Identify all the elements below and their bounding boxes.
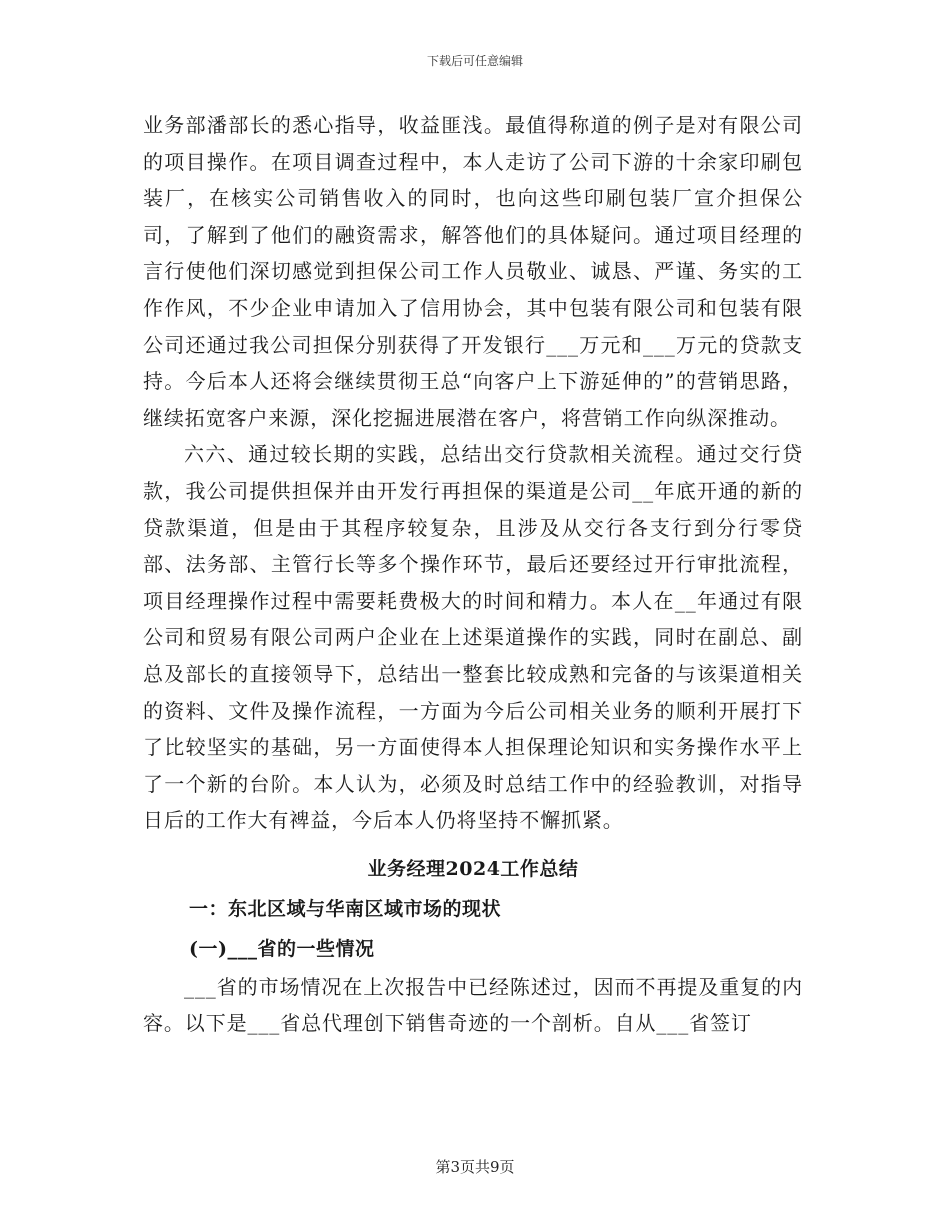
paragraph-1: 业务部潘部长的悉心指导，收益匪浅。最值得称道的例子是对有限公司的项目操作。在项目调查过程中，本人走访了公司下游的十余家印刷包装厂，在核实公司销售收入的同时，也向这些印刷包装厂宣介担保公司，了解到了他们的融资需求，解答他们的具体疑问。通过项目经理的言行使他们深切感觉到担保公司工作人员敬业、诚恳、严谨、务实的工作作风，不少企业申请加入了信用协会，其中包装有限公司和包装有限公司还通过我公司担保分别获得了开发银行___万元和___万元的贷款支持。今后本人还将会继续贯彻王总“向客户上下游延伸的”的营销思路，继续拓宽客户来源，深化挖掘进展潜在客户，将营销工作向纵深推动。: [143, 113, 803, 430]
heading-level-2: (一)___省的一些情况: [189, 937, 375, 960]
page-number-footer: 第3页共9页: [435, 1158, 515, 1176]
document-body: [143, 107, 803, 1042]
paragraph-3: ___省的市场情况在上次报告中已经陈述过，因而不再提及重复的内容。以下是___省总代理创下销售奇迹的一个剖析。自从___省签订: [143, 974, 803, 1036]
heading-level-1: 一：东北区域与华南区域市场的现状: [189, 897, 502, 920]
paragraph-2: 六六、通过较长期的实践，总结出交行贷款相关流程。通过交行贷款，我公司提供担保并由开发行再担保的渠道是公司__年底开通的新的贷款渠道，但是由于其程序较复杂，且涉及从交行各支行到分行零贷部、法务部、主管行长等多个操作环节，最后还要经过开行审批流程，项目经理操作过程中需要耗费极大的时间和精力。本人在__年通过有限公司和贸易有限公司两户企业在上述渠道操作的实践，同时在副总、副总及部长的直接领导下，总结出一整套比较成熟和完备的与该渠道相关的资料、文件及操作流程，一方面为今后公司相关业务的顺利开展打下了比较坚实的基础，另一方面使得本人担保理论知识和实务操作水平上了一个新的台阶。本人认为，必须及时总结工作中的经验教训，对指导日后的工作大有裨益，今后本人仍将坚持不懈抓紧。: [143, 442, 803, 833]
page-header: 下载后可任意编辑: [426, 54, 523, 68]
section-title: 业务经理2024工作总结: [367, 857, 579, 880]
